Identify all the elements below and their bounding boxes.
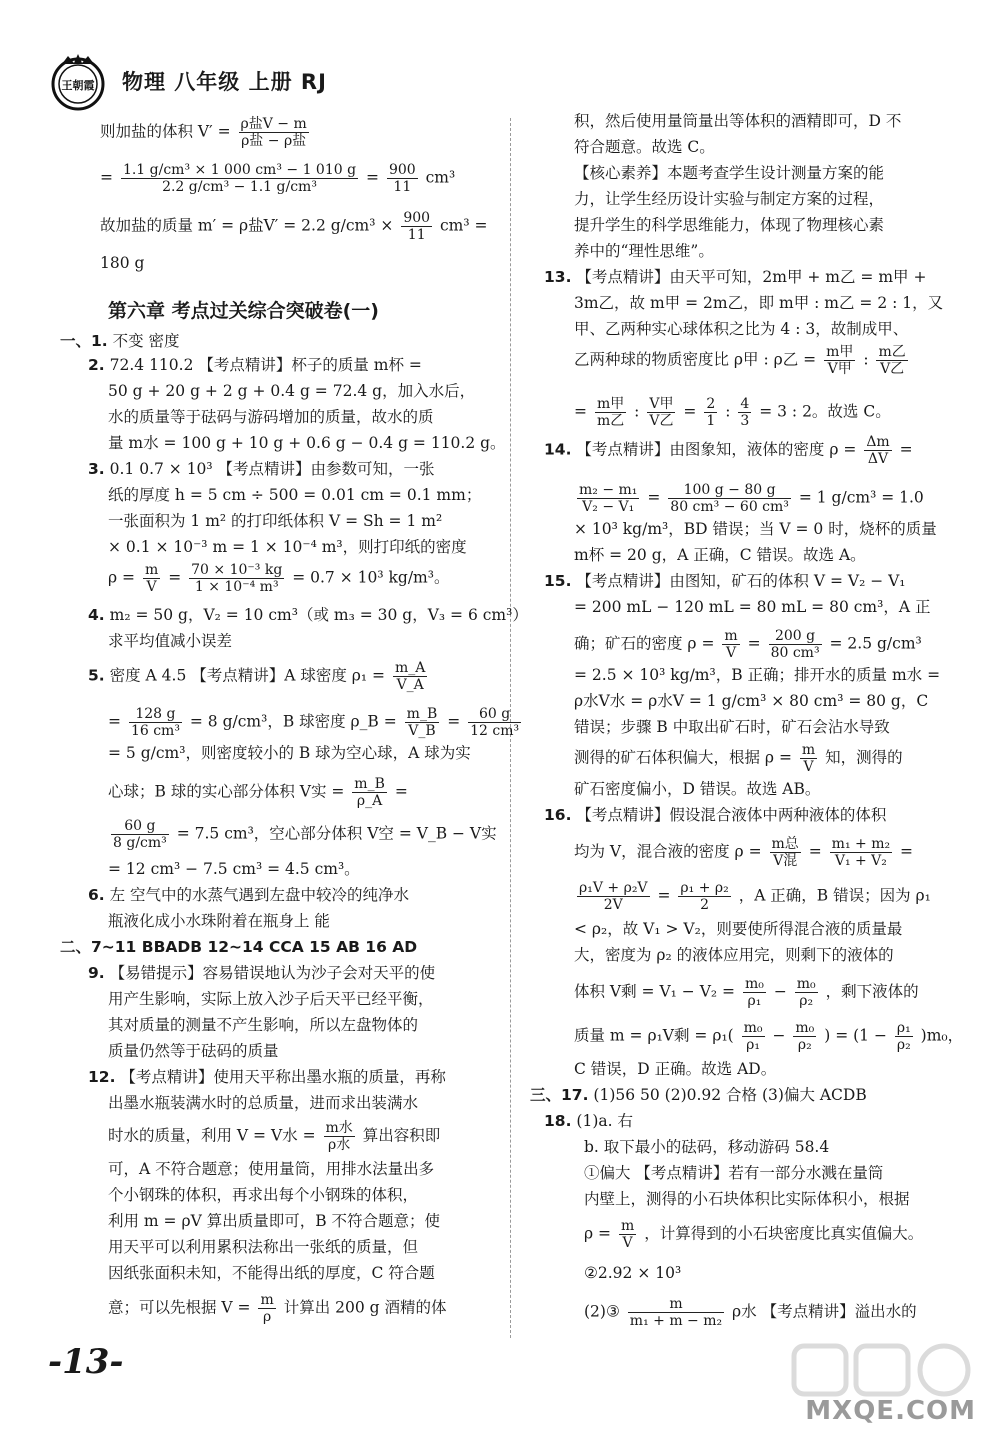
text-line: 质量仍然等于砝码的质量 bbox=[108, 1042, 279, 1060]
text-line: = 200 mL − 120 mL = 80 mL = 80 cm³，A 正 bbox=[574, 598, 931, 616]
text-line: 瓶液化成小水珠附着在瓶身上 能 bbox=[108, 912, 330, 930]
question-12: 12. 【考点精讲】使用天平称出墨水瓶的质量，再称 bbox=[88, 1068, 446, 1086]
text-line: = $\frac{\text{m甲}}{\text{m乙}}$ : $\frac{\text{V甲}}{\text{V乙}}$ = $\frac{2}{1}$ : $\frac{4}{3}$ = 3 : 2。故选 C。 bbox=[574, 396, 891, 430]
text-line: < ρ₂，故 V₁ > V₂，则要使所得混合液的质量最 bbox=[574, 920, 903, 938]
page-header bbox=[48, 52, 508, 112]
question-13: 13. 【考点精讲】由天平可知，2m甲 + m乙 = m甲 + bbox=[544, 268, 927, 286]
question-2: 2. 72.4 110.2 【考点精讲】杯子的质量 m杯 = bbox=[88, 356, 422, 374]
text-line: 测得的矿石体积偏大，根据 ρ = $\frac{m}{V}$ 知，测得的 bbox=[574, 742, 903, 776]
text-line: 可，A 不符合题意；使用量筒，用排水法量出多 bbox=[108, 1160, 435, 1178]
text-line: 矿石密度偏小，D 错误。故选 AB。 bbox=[574, 780, 821, 798]
text-line: = $\frac{128 g}{\text{16 cm³}}$ = 8 g/cm³，B 球密度 ρ_B = $\frac{m\_B}{V\_B}$ = $\frac{60 g}{\text{12 cm³}}$ bbox=[108, 706, 520, 740]
text-line: 心球；B 球的实心部分体积 V实 = $\frac{m\_B}{\rho\_A}$ = bbox=[108, 776, 408, 810]
text-line: ρ = $\frac{m}{V}$ = $\frac{\text{70 × 10⁻³ kg}}{\text{1 × 10⁻⁴ m³}}$ = 0.7 × 10³ kg/m³。 bbox=[108, 562, 450, 596]
text-line: ①偏大 【考点精讲】若有一部分水溅在量筒 bbox=[584, 1164, 884, 1182]
text-line: 利用 m = ρV 算出质量即可，B 不符合题意；使 bbox=[108, 1212, 441, 1230]
question-18: 18. (1)a. 右 bbox=[544, 1112, 633, 1130]
text-line: 用天平可以利用累积法称出一张纸的质量，但 bbox=[108, 1238, 419, 1256]
text-line: 提升学生的科学思维能力，体现了物理核心素 bbox=[574, 216, 885, 234]
svg-text:王朝霞: 王朝霞 bbox=[61, 79, 95, 92]
text-line: $\frac{60 g}{\text{8 g/cm³}}$ = 7.5 cm³，空心部分体积 V空 = V_B − V实 bbox=[113, 818, 497, 852]
publisher-logo-icon bbox=[48, 52, 108, 112]
text-line: = 2.5 × 10³ kg/m³，B 正确；排开水的质量 m水 = bbox=[574, 666, 941, 684]
question-4: 4. m₂ = 50 g，V₂ = 10 cm³（或 m₃ = 30 g，V₃ = 6 cm³） bbox=[88, 606, 528, 624]
text-line: 因纸张面积未知，不能得出纸的厚度，C 符合题 bbox=[108, 1264, 435, 1282]
book-title: 物理 八年级 上册 RJ bbox=[122, 70, 327, 94]
section-one: 一、1. 不变 密度 bbox=[60, 332, 180, 350]
text-line: 50 g + 20 g + 2 g + 0.4 g = 72.4 g，加入水后， bbox=[108, 382, 476, 400]
text-line: 用产生影响，实际上放入沙子后天平已经平衡， bbox=[108, 990, 434, 1008]
text-line: 符合题意。故选 C。 bbox=[574, 138, 715, 156]
text-line: 求平均值减小误差 bbox=[108, 632, 233, 650]
text-line: 甲、乙两种实心球体积之比为 4 : 3，故制成甲、 bbox=[574, 320, 909, 338]
question-16: 16. 【考点精讲】假设混合液体中两种液体的体积 bbox=[544, 806, 887, 824]
text-line: m杯 = 20 g，A 正确，C 错误。故选 A。 bbox=[574, 546, 866, 564]
text-line: 养中的“理性思维”。 bbox=[574, 242, 714, 260]
text-line: 量 m水 = 100 g + 10 g + 0.6 g − 0.4 g = 110.2 g。 bbox=[108, 434, 506, 452]
text-line: (2)③ $\frac{m}{\text{m₁ + m − m₂}}$ ρ水 【考点精讲】溢出水的 bbox=[584, 1296, 917, 1330]
text-line: 错误；步骤 B 中取出矿石时，矿石会沾水导致 bbox=[574, 718, 890, 736]
text-line: = 5 g/cm³，则密度较小的 B 球为空心球，A 球为实 bbox=[108, 744, 471, 762]
text-line: × 10³ kg/m³，BD 错误；当 V = 0 时，烧杯的质量 bbox=[574, 520, 937, 538]
text-line: 【核心素养】本题考查学生设计测量方案的能 bbox=[574, 164, 885, 182]
text-line: = 12 cm³ − 7.5 cm³ = 4.5 cm³。 bbox=[108, 860, 360, 878]
text-line: ρ = $\frac{m}{V}$ ，计算得到的小石块密度比真实值偏大。 bbox=[584, 1218, 924, 1252]
question-14: 14. 【考点精讲】由图象知，液体的密度 ρ = $\frac{\Delta m}{\Delta V}$ = bbox=[544, 434, 913, 468]
text-line: 时水的质量，利用 V = V水 = $\frac{\text{m水}}{\text{ρ水}}$ 算出容积即 bbox=[108, 1120, 441, 1154]
text-line: 故加盐的质量 m′ = ρ盐V′ = 2.2 g/cm³ × $\frac{900}{11}$ cm³ = bbox=[100, 210, 488, 244]
text-line: 一张面积为 1 m² 的打印纸体积 V = Sh = 1 m² bbox=[108, 512, 443, 530]
text-line: $\frac{\text{ρ₁V + ρ₂V}}{2V}$ = $\frac{\text{ρ₁ + ρ₂}}{2}$ ，A 正确，B 错误；因为 ρ₁ bbox=[579, 880, 931, 914]
text-line: 乙两种球的物质密度比 ρ甲 : ρ乙 = $\frac{\text{m甲}}{\text{V甲}}$ : $\frac{\text{m乙}}{\text{V乙}}$ bbox=[574, 344, 906, 378]
text-line: $\frac{\text{m₂ − m₁}}{\text{V₂ − V₁}}$ = $\frac{100 g - 80 g}{\text{80 cm³ − 60 cm³}}$ = 1 g/cm³ = 1.0 bbox=[579, 482, 924, 516]
text-line: 其对质量的测量不产生影响，所以左盘物体的 bbox=[108, 1016, 419, 1034]
watermark-text: MXQE.COM bbox=[805, 1396, 976, 1426]
text-line: 180 g bbox=[100, 254, 145, 272]
text-line: 则加盐的体积 V′ = $\frac{\text{ρ盐V − m}}{\text{ρ盐 − ρ盐}}$ bbox=[100, 116, 307, 150]
text-line: 意；可以先根据 V = $\frac{m}{\rho}$ 计算出 200 g 酒精的体 bbox=[108, 1292, 447, 1326]
section-two: 二、7~11 BBADB 12~14 CCA 15 AB 16 AD bbox=[60, 938, 418, 956]
text-line: 个小钢珠的体积，再求出每个小钢珠的体积， bbox=[108, 1186, 419, 1204]
text-line: 体积 V剩 = V₁ − V₂ = $\frac{\text{m₀}}{\text{ρ₁}}$ − $\frac{\text{m₀}}{\text{ρ₂}}$ ，剩下液体的 bbox=[574, 976, 919, 1010]
question-6: 6. 左 空气中的水蒸气遇到左盘中较冷的纯净水 bbox=[88, 886, 410, 904]
question-9: 9. 【易错提示】容易错误地认为沙子会对天平的使 bbox=[88, 964, 436, 982]
text-line: × 0.1 × 10⁻³ m = 1 × 10⁻⁴ m³，则打印纸的密度 bbox=[108, 538, 467, 556]
question-3: 3. 0.1 0.7 × 10³ 【考点精讲】由参数可知，一张 bbox=[88, 460, 435, 478]
text-line: 均为 V，混合液的密度 ρ = $\frac{\text{m总}}{\text{V混}}$ = $\frac{\text{m₁ + m₂}}{\text{V₁ + V₂}}$ = bbox=[574, 836, 914, 870]
chapter-title: 第六章 考点过关综合突破卷(一) bbox=[108, 300, 379, 322]
text-line: 积，然后使用量筒量出等体积的酒精即可，D 不 bbox=[574, 112, 902, 130]
text-line: 内壁上，测得的小石块体积比实际体积小，根据 bbox=[584, 1190, 910, 1208]
text-line: 力，让学生经历设计实验与制定方案的过程， bbox=[574, 190, 885, 208]
text-line: C 错误，D 正确。故选 AD。 bbox=[574, 1060, 777, 1078]
section-three: 三、17. (1)56 50 (2)0.92 合格 (3)偏大 ACDB bbox=[530, 1086, 867, 1104]
question-5: 5. 密度 A 4.5 【考点精讲】A 球密度 ρ₁ = $\frac{m\_A}{V\_A}$ bbox=[88, 660, 426, 694]
text-line: 水的质量等于砝码与游码增加的质量，故水的质 bbox=[108, 408, 434, 426]
text-line: ②2.92 × 10³ bbox=[584, 1264, 682, 1282]
question-15: 15. 【考点精讲】由图知，矿石的体积 V = V₂ − V₁ bbox=[544, 572, 906, 590]
text-line: b. 取下最小的砝码，移动游码 58.4 bbox=[584, 1138, 830, 1156]
text-line: 大，密度为 ρ₂ 的液体应用完，则剩下的液体的 bbox=[574, 946, 894, 964]
text-line: ρ水V水 = ρ水V = 1 g/cm³ × 80 cm³ = 80 g，C bbox=[574, 692, 929, 710]
page-number: -13- bbox=[48, 1342, 124, 1382]
text-line: 出墨水瓶装满水时的总质量，进而求出装满水 bbox=[108, 1094, 419, 1112]
text-line: 确；矿石的密度 ρ = $\frac{m}{V}$ = $\frac{200 g}{\text{80 cm³}}$ = 2.5 g/cm³ bbox=[574, 628, 922, 662]
text-line: 3m乙，故 m甲 = 2m乙，即 m甲 : m乙 = 2 : 1，又 bbox=[574, 294, 944, 312]
text-line: 质量 m = ρ₁V剩 = ρ₁( $\frac{\text{m₀}}{\text{ρ₁}}$ − $\frac{\text{m₀}}{\text{ρ₂}}$ ) = (1 − $\frac{\text{ρ₁}}{\text{ρ₂}}$ )m₀， bbox=[574, 1020, 964, 1054]
text-line: = $\frac{\text{1.1 g/cm³ × 1 000 cm³ − 1 010 g}}{\text{2.2 g/cm³ − 1.1 g/cm³}}$ = $\frac{900}{11}$ cm³ bbox=[100, 162, 456, 196]
text-line: 纸的厚度 h = 5 cm ÷ 500 = 0.01 cm = 0.1 mm； bbox=[108, 486, 482, 504]
